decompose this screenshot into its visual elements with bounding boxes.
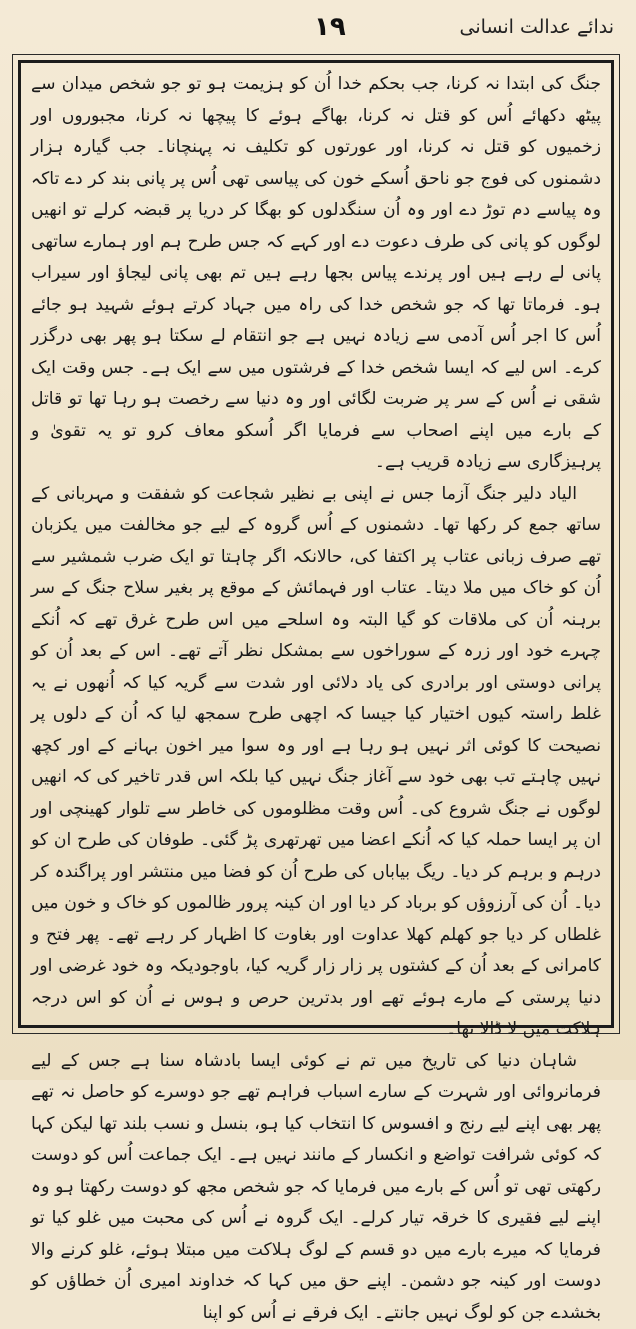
page-number: ١٩ [314, 12, 346, 42]
paragraph-1: جنگ کی ابتدا نہ کرنا، جب بحکم خدا اُن کو ہزیمت ہو تو جو شخص میدان سے پیٹھ دکھائے اُس کو قتل نہ کرنا، بھاگے ہوئے کا پیچھا نہ کرنا، مجبوروں اور زخمیوں کو قتل نہ کرنا، اور عورتوں کو تکلیف نہ پہنچانا۔ جب گیارہ ہزار دشمنوں کی فوج جو ناحق اُسکے خون کی پیاسی تھی اُس پر پانی بند کر دے تاکہ وہ پیاسے دم توڑ دے اور وہ اُن سنگدلوں کو بھگا کر دریا پر قبضہ کرلے تو انھیں لوگوں کو پانی کی طرف دعوت دے اور کہے کہ جس طرح ہم اور ہمارے ساتھی پانی لے رہے ہیں اور پرندے پیاس بجھا رہے ہیں تم بھی پانی لیجاؤ اور سیراب ہو۔ فرماتا تھا کہ جو شخص خدا کی راہ میں جہاد کرتے ہوئے شہید ہو جائے اُس کا اجر اُس آدمی سے زیادہ نہیں ہے جو انتقام لے سکتا ہو پھر بھی درگزر کرے۔ اس لیے کہ ایسا شخص خدا کے فرشتوں میں سے ایک ہے۔ جس وقت ایک شقی نے اُس کے سر پر ضربت لگائی اور وہ دنیا سے رخصت ہو رہا تھا تو قاتل کے بارے میں اپنے اصحاب سے فرمایا اگر اُسکو معاف کرو تو یہ تقویٰ و پرہیزگاری سے زیادہ قریب ہے۔ [31, 69, 601, 479]
paragraph-2: الیاد دلیر جنگ آزما جس نے اپنی بے نظیر شجاعت کو شفقت و مہربانی کے ساتھ جمع کر رکھا تھا۔ دشمنوں کے اُس گروہ کے لیے جو مخالفت میں یکزبان تھے صرف زبانی عتاب پر اکتفا کی، حالانکہ اگر چاہتا تو ایک ضرب شمشیر سے اُن کو خاک میں ملا دیتا۔ عتاب اور فہمائش کے موقع پر بغیر سلاح جنگ کے سر برہنہ اُن کی ملاقات کو گیا البتہ وہ اسلحے میں اس طرح غرق تھے کہ اُنکے چہرے خود اور زرہ کے سوراخوں سے بمشکل نظر آتے تھے۔ اس کے بعد اُن کو پرانی دوستی اور برادری کی یاد دلائی اور شدت سے گریہ کیا کہ اُنھوں نے یہ غلط راستہ کیوں اختیار کیا جیسا کہ اچھی طرح سمجھ لیا کہ اُن کے دلوں پر نصیحت کا کوئی اثر نہیں ہو رہا ہے اور وہ سوا میر اخون بہانے کے اور کچھ نہیں چاہتے تب بھی خود سے آغاز جنگ نہیں کیا بلکہ اس قدر تاخیر کی کہ انھیں لوگوں نے جنگ شروع کی۔ اُس وقت مظلوموں کی خاطر سے تلوار کھینچی اور ان پر ایسا حملہ کیا کہ اُنکے اعضا میں تھرتھری پڑ گئی۔ طوفان کی طرح ان کو درہم و برہم کر دیا۔ ریگ بیاباں کی طرح اُن کو فضا میں منتشر اور پراگندہ کر دیا۔ اُن کی آرزوؤں کو برباد کر دیا اور ان کینہ پرور ظالموں کو خاک و خون میں غلطاں کر دیا جو کھلم کھلا عداوت اور بغاوت کا اظہار کر رہے تھے۔ پھر فتح و کامرانی کے بعد اُن کے کشتوں پر زار زار گریہ کیا، باوجودیکہ وہ خود غرضی اور دنیا پرستی کے مارے ہوئے تھے اور بدترین حرص و ہوس نے اُن کو اس درجہ ہلاکت میں لا ڈالا تھا۔ [31, 479, 601, 1046]
inner-border [18, 60, 614, 1028]
paragraph-3: شاہان دنیا کی تاریخ میں تم نے کوئی ایسا بادشاہ سنا ہے جس کے لیے فرمانروائی اور شہرت کے سارے اسباب فراہم تھے جو دوسرے کو حاصل نہ تھے پھر بھی اپنے لیے رنج و افسوس کا انتخاب کیا ہو، بنسل و نسب بلند تھا لیکن کہا کہ کوئی شرافت تواضع و انکسار کے مانند نہیں ہے۔ ایک جماعت اُس کو دوست رکھتی تھی تو اُس کے بارے میں فرمایا کہ جو شخص مجھ کو دوست رکھتا ہو وہ اپنے لیے فقیری کا خرقہ تیار کرلے۔ ایک گروہ نے اُس کی محبت میں غلو کیا تو فرمایا کہ میرے بارے میں دو قسم کے لوگ ہلاکت میں مبتلا ہوئے، غلو کرنے والا دوست اور کینہ جو دشمن۔ اپنے حق میں کہا کہ خداوند امیری اُن خطاؤں کو بخشدے جن کو لوگ نہیں جانتے۔ ایک فرقے نے اُس کو اپنا [31, 1046, 601, 1329]
running-title: ندائے عدالت انسانی [459, 16, 614, 38]
body-text [31, 69, 601, 1017]
page-header [18, 6, 618, 52]
